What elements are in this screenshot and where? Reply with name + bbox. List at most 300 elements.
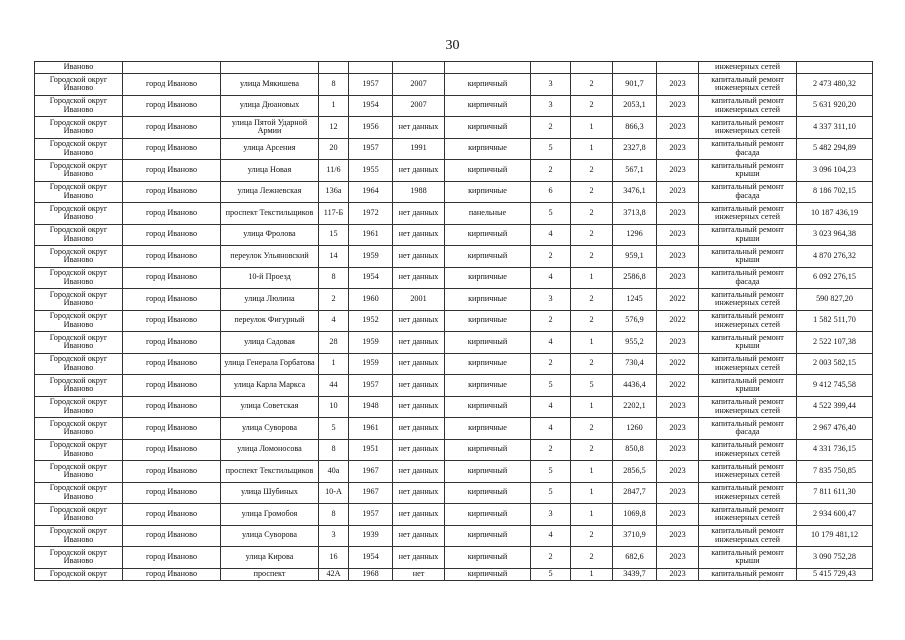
last-repair-cell: 2001 bbox=[393, 289, 445, 311]
street-cell: проспект Текстильщиков bbox=[221, 461, 319, 483]
year-built-cell: 1952 bbox=[349, 310, 393, 332]
municipality-cell: Городской округ Иваново bbox=[35, 332, 123, 354]
municipality-cell: Городской округ Иваново bbox=[35, 224, 123, 246]
year-built-cell: 1961 bbox=[349, 418, 393, 440]
wall-material-cell: кирпичные bbox=[445, 375, 531, 397]
area-cell: 3476,1 bbox=[613, 181, 657, 203]
table-row bbox=[35, 353, 873, 375]
plan-year-cell: 2023 bbox=[657, 95, 699, 117]
street-cell: улица Ломоносова bbox=[221, 439, 319, 461]
entrances-cell: 2 bbox=[571, 310, 613, 332]
wall-material-cell: кирпичный bbox=[445, 74, 531, 96]
entrances-cell: 1 bbox=[571, 504, 613, 526]
area-cell: 682,6 bbox=[613, 547, 657, 569]
area-cell: 2586,8 bbox=[613, 267, 657, 289]
floors-cell: 5 bbox=[531, 482, 571, 504]
floors-cell: 4 bbox=[531, 396, 571, 418]
floors-cell: 5 bbox=[531, 461, 571, 483]
cost-cell: 2 934 600,47 bbox=[797, 504, 873, 526]
work-type-cell: капитальный ремонт инженерных сетей bbox=[699, 482, 797, 504]
area-cell: 1260 bbox=[613, 418, 657, 440]
plan-year-cell: 2023 bbox=[657, 267, 699, 289]
entrances-cell: 2 bbox=[571, 418, 613, 440]
street-cell: переулок Ульяновский bbox=[221, 246, 319, 268]
city-cell: город Иваново bbox=[123, 439, 221, 461]
floors-cell: 2 bbox=[531, 439, 571, 461]
house-number-cell: 10-А bbox=[319, 482, 349, 504]
cost-cell: 6 092 276,15 bbox=[797, 267, 873, 289]
house-number-cell: 28 bbox=[319, 332, 349, 354]
entrances-cell: 2 bbox=[571, 525, 613, 547]
plan-year-cell: 2023 bbox=[657, 332, 699, 354]
city-cell: город Иваново bbox=[123, 95, 221, 117]
street-cell: улица Фролова bbox=[221, 224, 319, 246]
work-type-cell: капитальный ремонт крыши bbox=[699, 246, 797, 268]
work-type-cell: капитальный ремонт инженерных сетей bbox=[699, 95, 797, 117]
year-built-cell: 1960 bbox=[349, 289, 393, 311]
plan-year-cell: 2022 bbox=[657, 310, 699, 332]
year-built-cell: 1954 bbox=[349, 95, 393, 117]
cost-cell: 9 412 745,58 bbox=[797, 375, 873, 397]
table-row bbox=[35, 224, 873, 246]
municipality-cell: Городской округ Иваново bbox=[35, 289, 123, 311]
table-row bbox=[35, 332, 873, 354]
city-cell: город Иваново bbox=[123, 246, 221, 268]
last-repair-cell: 2007 bbox=[393, 95, 445, 117]
wall-material-cell: кирпичный bbox=[445, 160, 531, 182]
area-cell: 1069,8 bbox=[613, 504, 657, 526]
cost-cell: 3 090 752,28 bbox=[797, 547, 873, 569]
entrances-cell: 1 bbox=[571, 568, 613, 580]
entrances-cell: 1 bbox=[571, 267, 613, 289]
street-cell: улица Дюановых bbox=[221, 95, 319, 117]
table-row bbox=[35, 117, 873, 139]
wall-material-cell: кирпичный bbox=[445, 482, 531, 504]
entrances-cell: 2 bbox=[571, 439, 613, 461]
wall-material-cell: кирпичный bbox=[445, 525, 531, 547]
last-repair-cell: нет данных bbox=[393, 461, 445, 483]
plan-year-cell: 2023 bbox=[657, 138, 699, 160]
plan-year-cell: 2023 bbox=[657, 396, 699, 418]
municipality-cell: Городской округ Иваново bbox=[35, 439, 123, 461]
municipality-cell: Городской округ Иваново bbox=[35, 74, 123, 96]
cost-cell: 1 582 511,70 bbox=[797, 310, 873, 332]
last-repair-cell: 1988 bbox=[393, 181, 445, 203]
cost-cell: 5 415 729,43 bbox=[797, 568, 873, 580]
cost-cell: 4 331 736,15 bbox=[797, 439, 873, 461]
work-type-cell: капитальный ремонт инженерных сетей bbox=[699, 439, 797, 461]
city-cell: город Иваново bbox=[123, 267, 221, 289]
year-built-cell: 1964 bbox=[349, 181, 393, 203]
area-cell: 2202,1 bbox=[613, 396, 657, 418]
city-cell: город Иваново bbox=[123, 375, 221, 397]
floors-cell: 5 bbox=[531, 203, 571, 225]
municipality-cell: Городской округ Иваново bbox=[35, 160, 123, 182]
year-built-cell: 1957 bbox=[349, 504, 393, 526]
cost-cell: 3 096 104,23 bbox=[797, 160, 873, 182]
floors-cell: 2 bbox=[531, 160, 571, 182]
wall-material-cell: кирпичные bbox=[445, 418, 531, 440]
house-number-cell: 8 bbox=[319, 74, 349, 96]
table-row bbox=[35, 310, 873, 332]
work-type-cell: капитальный ремонт крыши bbox=[699, 332, 797, 354]
entrances-cell: 1 bbox=[571, 138, 613, 160]
entrances-cell: 1 bbox=[571, 461, 613, 483]
wall-material-cell: кирпичный bbox=[445, 246, 531, 268]
cost-cell: 4 522 399,44 bbox=[797, 396, 873, 418]
entrances-cell: 2 bbox=[571, 95, 613, 117]
work-type-cell: капитальный ремонт инженерных сетей bbox=[699, 525, 797, 547]
year-built-cell: 1967 bbox=[349, 482, 393, 504]
page-number: 30 bbox=[445, 38, 460, 53]
last-repair-cell: нет данных bbox=[393, 375, 445, 397]
last-repair-cell: 1991 bbox=[393, 138, 445, 160]
floors-cell: 2 bbox=[531, 547, 571, 569]
wall-material-cell: панельные bbox=[445, 203, 531, 225]
entrances-cell: 1 bbox=[571, 332, 613, 354]
last-repair-cell: нет данных bbox=[393, 547, 445, 569]
street-cell: переулок Фигурный bbox=[221, 310, 319, 332]
wall-material-cell: кирпичные bbox=[445, 353, 531, 375]
table-row bbox=[35, 482, 873, 504]
house-number-cell: 16 bbox=[319, 547, 349, 569]
street-cell: улица Карла Маркса bbox=[221, 375, 319, 397]
area-cell: 3713,8 bbox=[613, 203, 657, 225]
entrances-cell: 2 bbox=[571, 246, 613, 268]
entrances-cell: 5 bbox=[571, 375, 613, 397]
table-row bbox=[35, 375, 873, 397]
city-cell: город Иваново bbox=[123, 418, 221, 440]
area-cell: 1245 bbox=[613, 289, 657, 311]
city-cell: город Иваново bbox=[123, 289, 221, 311]
city-cell: город Иваново bbox=[123, 461, 221, 483]
plan-year-cell: 2023 bbox=[657, 160, 699, 182]
work-type-cell: капитальный ремонт инженерных сетей bbox=[699, 117, 797, 139]
floors-cell: 2 bbox=[531, 310, 571, 332]
area-cell: 850,8 bbox=[613, 439, 657, 461]
plan-year-cell: 2023 bbox=[657, 547, 699, 569]
wall-material-cell: кирпичные bbox=[445, 138, 531, 160]
plan-year-cell: 2023 bbox=[657, 224, 699, 246]
cost-cell: 5 482 294,89 bbox=[797, 138, 873, 160]
plan-year-cell: 2022 bbox=[657, 289, 699, 311]
street-cell: проспект Текстильщиков bbox=[221, 203, 319, 225]
table-row bbox=[35, 418, 873, 440]
street-cell: улица Пятой Ударной Армии bbox=[221, 117, 319, 139]
plan-year-cell: 2023 bbox=[657, 482, 699, 504]
floors-cell: 4 bbox=[531, 332, 571, 354]
city-cell: город Иваново bbox=[123, 160, 221, 182]
area-cell: 901,7 bbox=[613, 74, 657, 96]
cost-cell: 5 631 920,20 bbox=[797, 95, 873, 117]
municipality-cell: Городской округ bbox=[35, 568, 123, 580]
cost-cell: 2 003 582,15 bbox=[797, 353, 873, 375]
wall-material-cell: кирпичный bbox=[445, 332, 531, 354]
year-built-cell: 1951 bbox=[349, 439, 393, 461]
plan-year-cell: 2023 bbox=[657, 504, 699, 526]
year-built-cell: 1972 bbox=[349, 203, 393, 225]
cost-cell: 590 827,20 bbox=[797, 289, 873, 311]
municipality-cell: Городской округ Иваново bbox=[35, 203, 123, 225]
street-cell: улица Суворова bbox=[221, 525, 319, 547]
street-cell: улица Советская bbox=[221, 396, 319, 418]
house-number-cell: 4 bbox=[319, 310, 349, 332]
year-built-cell: 1939 bbox=[349, 525, 393, 547]
cost-cell: 3 023 964,38 bbox=[797, 224, 873, 246]
entrances-cell: 2 bbox=[571, 353, 613, 375]
street-cell: улица Новая bbox=[221, 160, 319, 182]
work-type-cell: капитальный ремонт фасада bbox=[699, 181, 797, 203]
area-cell: 2847,7 bbox=[613, 482, 657, 504]
house-number-cell: 2 bbox=[319, 289, 349, 311]
cost-cell: 7 835 750,85 bbox=[797, 461, 873, 483]
floors-cell: 4 bbox=[531, 224, 571, 246]
last-repair-cell: нет данных bbox=[393, 310, 445, 332]
floors-cell: 2 bbox=[531, 246, 571, 268]
city-cell: город Иваново bbox=[123, 482, 221, 504]
area-cell: 955,2 bbox=[613, 332, 657, 354]
last-repair-cell: нет данных bbox=[393, 246, 445, 268]
wall-material-cell: кирпичный bbox=[445, 224, 531, 246]
house-number-cell: 12 bbox=[319, 117, 349, 139]
work-type-cell: капитальный ремонт инженерных сетей bbox=[699, 504, 797, 526]
year-built-cell: 1954 bbox=[349, 267, 393, 289]
street-cell: улица Мякишева bbox=[221, 74, 319, 96]
street-cell: улица Лежневская bbox=[221, 181, 319, 203]
plan-year-cell: 2023 bbox=[657, 246, 699, 268]
entrances-cell: 2 bbox=[571, 203, 613, 225]
street-cell: улица Арсения bbox=[221, 138, 319, 160]
street-cell: улица Люлина bbox=[221, 289, 319, 311]
last-repair-cell: нет данных bbox=[393, 224, 445, 246]
city-cell: город Иваново bbox=[123, 396, 221, 418]
floors-cell: 5 bbox=[531, 375, 571, 397]
street-cell: улица Громобоя bbox=[221, 504, 319, 526]
house-number-cell: 8 bbox=[319, 504, 349, 526]
house-number-cell: 1 bbox=[319, 95, 349, 117]
municipality-cell: Городской округ Иваново bbox=[35, 95, 123, 117]
house-number-cell: 11/6 bbox=[319, 160, 349, 182]
city-cell: город Иваново bbox=[123, 203, 221, 225]
floors-cell: 3 bbox=[531, 74, 571, 96]
floors-cell: 2 bbox=[531, 353, 571, 375]
entrances-cell: 1 bbox=[571, 117, 613, 139]
municipality-cell: Городской округ Иваново bbox=[35, 482, 123, 504]
last-repair-cell: нет данных bbox=[393, 396, 445, 418]
table-row bbox=[35, 181, 873, 203]
year-built-cell: 1959 bbox=[349, 246, 393, 268]
municipality-cell: Городской округ Иваново bbox=[35, 267, 123, 289]
table-row bbox=[35, 547, 873, 569]
city-cell: город Иваново bbox=[123, 224, 221, 246]
area-cell: 2856,5 bbox=[613, 461, 657, 483]
year-built-cell: 1954 bbox=[349, 547, 393, 569]
house-number-cell: 3 bbox=[319, 525, 349, 547]
floors-cell: 4 bbox=[531, 418, 571, 440]
work-type-cell: капитальный ремонт крыши bbox=[699, 547, 797, 569]
cost-cell: 4 870 276,32 bbox=[797, 246, 873, 268]
city-cell: город Иваново bbox=[123, 568, 221, 580]
plan-year-cell: 2023 bbox=[657, 74, 699, 96]
wall-material-cell: кирпичный bbox=[445, 504, 531, 526]
last-repair-cell: нет данных bbox=[393, 525, 445, 547]
municipality-cell: Городской округ Иваново bbox=[35, 246, 123, 268]
street-cell: улица Суворова bbox=[221, 418, 319, 440]
area-cell: 567,1 bbox=[613, 160, 657, 182]
wall-material-cell: кирпичный bbox=[445, 95, 531, 117]
table-row bbox=[35, 396, 873, 418]
cost-cell: 10 187 436,19 bbox=[797, 203, 873, 225]
entrances-cell: 2 bbox=[571, 181, 613, 203]
year-built-cell: 1961 bbox=[349, 224, 393, 246]
last-repair-cell: нет данных bbox=[393, 482, 445, 504]
last-repair-cell: нет данных bbox=[393, 267, 445, 289]
work-type-cell: капитальный ремонт крыши bbox=[699, 224, 797, 246]
house-number-cell: 1 bbox=[319, 353, 349, 375]
floors-cell: 3 bbox=[531, 95, 571, 117]
municipality-cell: Городской округ Иваново bbox=[35, 504, 123, 526]
floors-cell: 5 bbox=[531, 568, 571, 580]
entrances-cell: 2 bbox=[571, 74, 613, 96]
table-row bbox=[35, 568, 873, 580]
plan-year-cell: 2022 bbox=[657, 375, 699, 397]
municipality-cell: Городской округ Иваново bbox=[35, 310, 123, 332]
work-type-cell: капитальный ремонт инженерных сетей bbox=[699, 353, 797, 375]
city-cell: город Иваново bbox=[123, 181, 221, 203]
street-cell: 10-й Проезд bbox=[221, 267, 319, 289]
municipality-cell: Городской округ Иваново bbox=[35, 525, 123, 547]
house-number-cell: 5 bbox=[319, 418, 349, 440]
city-cell: город Иваново bbox=[123, 332, 221, 354]
last-repair-cell: нет данных bbox=[393, 160, 445, 182]
house-number-cell: 14 bbox=[319, 246, 349, 268]
plan-year-cell: 2022 bbox=[657, 353, 699, 375]
wall-material-cell: кирпичный bbox=[445, 396, 531, 418]
work-type-cell: капитальный ремонт инженерных сетей bbox=[699, 396, 797, 418]
house-number-cell: 136а bbox=[319, 181, 349, 203]
municipality-cell: Городской округ Иваново bbox=[35, 181, 123, 203]
table-row bbox=[35, 138, 873, 160]
wall-material-cell: кирпичный bbox=[445, 117, 531, 139]
housing-repair-table bbox=[34, 61, 873, 581]
city-cell: город Иваново bbox=[123, 504, 221, 526]
year-built-cell: 1955 bbox=[349, 160, 393, 182]
municipality-cell: Городской округ Иваново bbox=[35, 353, 123, 375]
street-cell: улица Генерала Горбатова bbox=[221, 353, 319, 375]
table-row bbox=[35, 160, 873, 182]
entrances-cell: 2 bbox=[571, 224, 613, 246]
street-cell: улица Шубиных bbox=[221, 482, 319, 504]
work-type-cell: капитальный ремонт фасада bbox=[699, 418, 797, 440]
cost-cell: 7 811 611,30 bbox=[797, 482, 873, 504]
plan-year-cell: 2023 bbox=[657, 568, 699, 580]
table-row bbox=[35, 439, 873, 461]
plan-year-cell: 2023 bbox=[657, 418, 699, 440]
year-built-cell: 1967 bbox=[349, 461, 393, 483]
area-cell: 1296 bbox=[613, 224, 657, 246]
city-cell: город Иваново bbox=[123, 525, 221, 547]
plan-year-cell: 2023 bbox=[657, 203, 699, 225]
municipality-cell: Городской округ Иваново bbox=[35, 461, 123, 483]
cost-cell: 2 967 476,40 bbox=[797, 418, 873, 440]
table-row bbox=[35, 95, 873, 117]
municipality-cell: Городской округ Иваново bbox=[35, 547, 123, 569]
house-number-cell: 15 bbox=[319, 224, 349, 246]
last-repair-cell: нет данных bbox=[393, 439, 445, 461]
year-built-cell: 1957 bbox=[349, 375, 393, 397]
street-cell: улица Кирова bbox=[221, 547, 319, 569]
city-cell: город Иваново bbox=[123, 547, 221, 569]
wall-material-cell: кирпичный bbox=[445, 461, 531, 483]
city-cell: город Иваново bbox=[123, 138, 221, 160]
area-cell: 2053,1 bbox=[613, 95, 657, 117]
table-row bbox=[35, 289, 873, 311]
last-repair-cell: нет данных bbox=[393, 117, 445, 139]
last-repair-cell: нет данных bbox=[393, 353, 445, 375]
municipality-cell: Городской округ Иваново bbox=[35, 375, 123, 397]
municipality-cell: Городской округ Иваново bbox=[35, 418, 123, 440]
house-number-cell: 8 bbox=[319, 439, 349, 461]
last-repair-cell: 2007 bbox=[393, 74, 445, 96]
cost-cell: 10 179 481,12 bbox=[797, 525, 873, 547]
plan-year-cell: 2023 bbox=[657, 117, 699, 139]
plan-year-cell: 2023 bbox=[657, 461, 699, 483]
work-type-cell: капитальный ремонт крыши bbox=[699, 375, 797, 397]
city-cell: город Иваново bbox=[123, 310, 221, 332]
table-row bbox=[35, 267, 873, 289]
house-number-cell: 44 bbox=[319, 375, 349, 397]
floors-cell: 4 bbox=[531, 525, 571, 547]
municipality-cell: Городской округ Иваново bbox=[35, 117, 123, 139]
house-number-cell: 20 bbox=[319, 138, 349, 160]
floors-cell: 5 bbox=[531, 138, 571, 160]
wall-material-cell: кирпичные bbox=[445, 267, 531, 289]
city-cell: город Иваново bbox=[123, 117, 221, 139]
floors-cell: 6 bbox=[531, 181, 571, 203]
cost-cell: 8 186 702,15 bbox=[797, 181, 873, 203]
wall-material-cell: кирпичный bbox=[445, 547, 531, 569]
year-built-cell: 1957 bbox=[349, 74, 393, 96]
municipality-cell: Иваново bbox=[35, 62, 123, 74]
entrances-cell: 1 bbox=[571, 396, 613, 418]
street-cell: улица Садовая bbox=[221, 332, 319, 354]
city-cell: город Иваново bbox=[123, 74, 221, 96]
area-cell: 730,4 bbox=[613, 353, 657, 375]
area-cell: 3439,7 bbox=[613, 568, 657, 580]
work-type-cell: капитальный ремонт инженерных сетей bbox=[699, 203, 797, 225]
last-repair-cell: нет данных bbox=[393, 504, 445, 526]
house-number-cell: 40а bbox=[319, 461, 349, 483]
house-number-cell: 42А bbox=[319, 568, 349, 580]
work-type-cell: капитальный ремонт крыши bbox=[699, 160, 797, 182]
last-repair-cell: нет данных bbox=[393, 418, 445, 440]
year-built-cell: 1968 bbox=[349, 568, 393, 580]
area-cell: 4436,4 bbox=[613, 375, 657, 397]
cost-cell: 2 473 480,32 bbox=[797, 74, 873, 96]
area-cell: 959,1 bbox=[613, 246, 657, 268]
city-cell: город Иваново bbox=[123, 353, 221, 375]
area-cell: 2327,8 bbox=[613, 138, 657, 160]
work-type-cell: капитальный ремонт инженерных сетей bbox=[699, 461, 797, 483]
plan-year-cell: 2023 bbox=[657, 439, 699, 461]
floors-cell: 2 bbox=[531, 117, 571, 139]
last-repair-cell: нет bbox=[393, 568, 445, 580]
work-type-cell: капитальный ремонт инженерных сетей bbox=[699, 310, 797, 332]
year-built-cell: 1956 bbox=[349, 117, 393, 139]
table-row bbox=[35, 461, 873, 483]
floors-cell: 3 bbox=[531, 289, 571, 311]
wall-material-cell: кирпичные bbox=[445, 289, 531, 311]
